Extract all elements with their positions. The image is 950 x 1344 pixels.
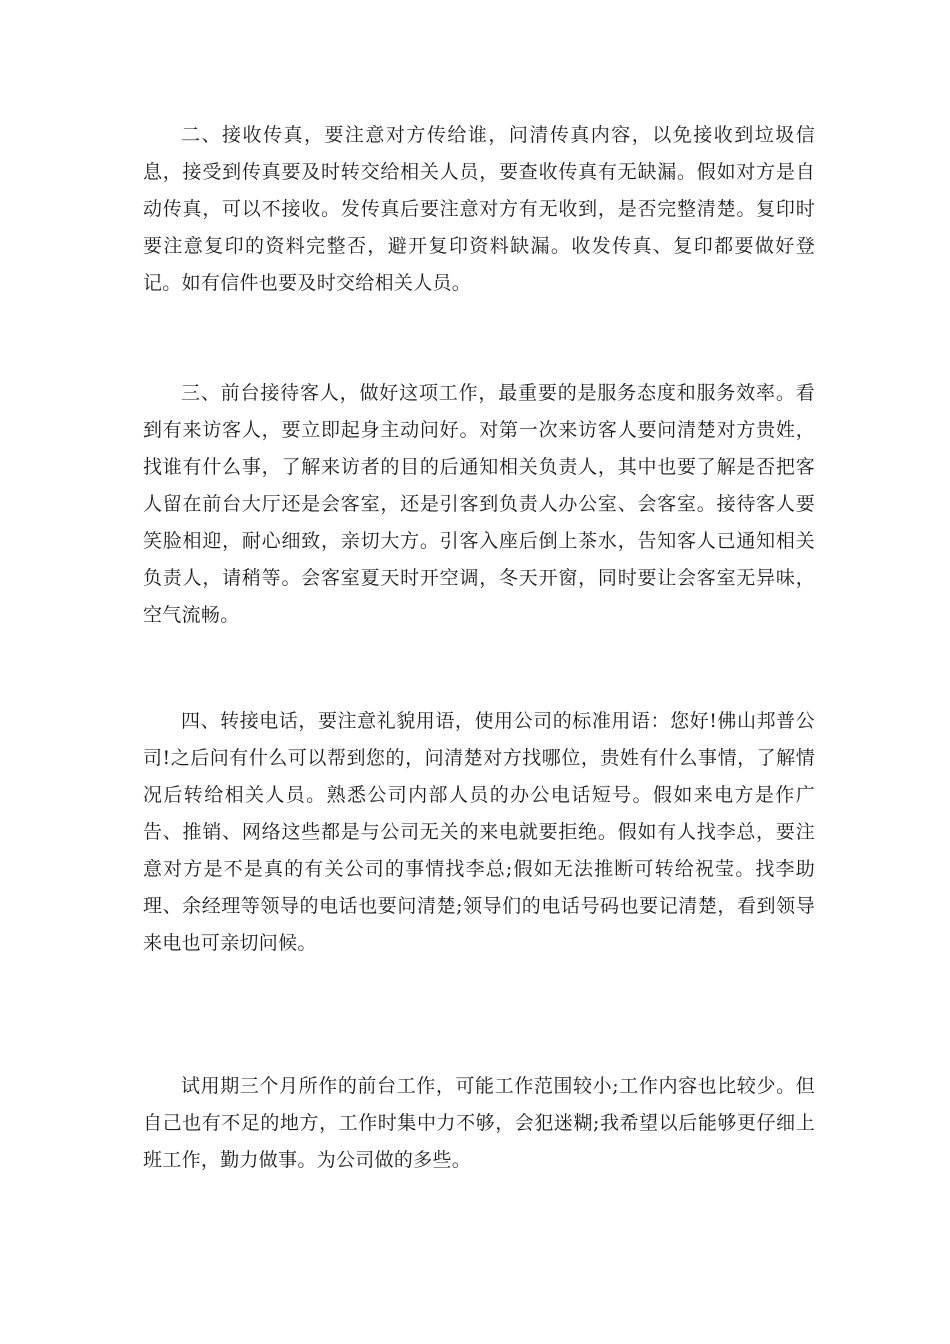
paragraph-probation-summary: 试用期三个月所作的前台工作，可能工作范围较小;工作内容也比较少。但自己也有不足的地方，工作时集中力不够，会犯迷糊;我希望以后能够更仔细上班工作，勤力做事。为公司做的多些。: [143, 1075, 815, 1171]
paragraph-receive-fax: 二、接收传真，要注意对方传给谁，问清传真内容，以免接收到垃圾信息，接受到传真要及时转交给相关人员，要查收传真有无缺漏。假如对方是自动传真，可以不接收。发传真后要注意对方有无收到，是否完整清楚。复印时要注意复印的资料完整否，避开复印资料缺漏。收发传真、复印都要做好登记。如有信件也要及时交给相关人员。: [143, 124, 815, 294]
paragraph-reception-guests: 三、前台接待客人，做好这项工作，最重要的是服务态度和服务效率。看到有来访客人，要立即起身主动问好。对第一次来访客人要问清楚对方贵姓，找谁有什么事，了解来访者的目的后通知相关负责人，其中也要了解是否把客人留在前台大厅还是会客室，还是引客到负责人办公室、会客室。接待客人要笑脸相迎，耐心细致，亲切大方。引客入座后倒上茶水，告知客人已通知相关负责人，请稍等。会客室夏天时开空调，冬天开窗，同时要让会客室无异味，空气流畅。: [143, 382, 815, 626]
paragraph-transfer-calls: 四、转接电话，要注意礼貌用语，使用公司的标准用语：您好!佛山邦普公司!之后问有什么可以帮到您的，问清楚对方找哪位，贵姓有什么事情，了解情况后转给相关人员。熟悉公司内部人员的办公电话短号。假如来电方是作广告、推销、网络这些都是与公司无关的来电就要拒绝。假如有人找李总，要注意对方是不是真的有关公司的事情找李总;假如无法推断可转给祝莹。找李助理、余经理等领导的电话也要问清楚;领导们的电话号码也要记清楚，看到领导来电也可亲切问候。: [143, 710, 815, 954]
